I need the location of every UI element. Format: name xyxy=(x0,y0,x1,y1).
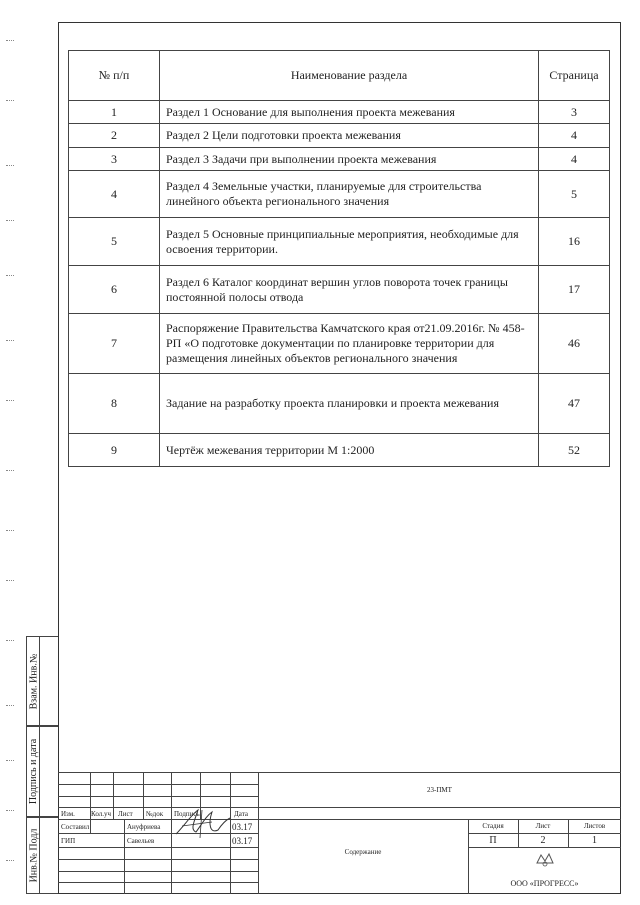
row-page: 4 xyxy=(539,148,610,171)
header-num: № п/п xyxy=(69,51,160,101)
document-title: Содержание xyxy=(344,848,382,856)
table-row xyxy=(69,101,610,124)
side-label-podpis: Подпись и дата xyxy=(28,738,40,805)
stamp-col-date: Дата xyxy=(234,810,248,818)
row-num: 5 xyxy=(69,218,160,266)
contents-table xyxy=(68,50,610,467)
table-row xyxy=(69,434,610,467)
company-name: ООО «ПРОГРЕСС» xyxy=(510,879,579,888)
table-row xyxy=(69,218,610,266)
header-title: Наименование раздела xyxy=(160,51,539,101)
stamp-role: Составил xyxy=(61,823,90,831)
stamp-sheet: 2 xyxy=(540,835,546,846)
row-title: Раздел 5 Основные принципиальные мероприятия, необходимые для освоения территории. xyxy=(160,218,539,266)
stamp-date: 03.17 xyxy=(232,836,253,846)
side-box-inv xyxy=(26,817,58,894)
row-page: 4 xyxy=(539,124,610,148)
title-block xyxy=(58,772,621,894)
row-num: 1 xyxy=(69,101,160,124)
stamp-sheets: 1 xyxy=(592,835,597,846)
row-page: 5 xyxy=(539,171,610,218)
stamp-col-kol: Кол.уч xyxy=(91,810,111,818)
row-page: 46 xyxy=(539,314,610,374)
row-title: Распоряжение Правительства Камчатского края от21.09.2016г. № 458-РП «О подготовке документации по планировке территории для размещения линейных объектов регионального значения xyxy=(160,314,539,374)
company-logo xyxy=(535,851,555,867)
table-header-row xyxy=(69,51,610,101)
table-row xyxy=(69,124,610,148)
side-box-podpis xyxy=(26,726,58,817)
stamp-sheet-label: Лист xyxy=(535,822,551,830)
row-page: 16 xyxy=(539,218,610,266)
row-title: Раздел 4 Земельные участки, планируемые для строительства линейного объекта регионального значения xyxy=(160,171,539,218)
row-page: 47 xyxy=(539,374,610,434)
table-row xyxy=(69,148,610,171)
row-title: Раздел 2 Цели подготовки проекта межевания xyxy=(160,124,539,148)
row-page: 52 xyxy=(539,434,610,467)
stamp-col-podpis: Подпись xyxy=(174,810,200,818)
stamp-col-list: Лист xyxy=(118,810,133,818)
stamp-col-ndok: №док xyxy=(146,810,164,818)
side-box-vzam xyxy=(26,636,58,726)
header-page: Страница xyxy=(539,51,610,101)
side-label-vzam: Взам. Инв.№ xyxy=(28,653,40,709)
stamp-role: ГИП xyxy=(61,837,76,845)
table-row xyxy=(69,171,610,218)
row-num: 8 xyxy=(69,374,160,434)
row-num: 6 xyxy=(69,266,160,314)
side-label-inv: Инв.№ Подл xyxy=(28,828,40,883)
stamp-name: Савельев xyxy=(127,837,155,845)
row-title: Задание на разработку проекта планировки и проекта межевания xyxy=(160,374,539,434)
signature-image xyxy=(172,804,232,844)
stamp-col-izm: Изм. xyxy=(61,810,75,818)
row-title: Раздел 1 Основание для выполнения проекта межевания xyxy=(160,101,539,124)
row-page: 3 xyxy=(539,101,610,124)
stamp-sheets-label: Листов xyxy=(583,822,606,830)
row-num: 9 xyxy=(69,434,160,467)
row-title: Раздел 6 Каталог координат вершин углов поворота точек границы постоянной полосы отвода xyxy=(160,266,539,314)
row-num: 3 xyxy=(69,148,160,171)
stamp-stage: П xyxy=(489,835,497,846)
row-page: 17 xyxy=(539,266,610,314)
table-row xyxy=(69,374,610,434)
row-num: 2 xyxy=(69,124,160,148)
stamp-date: 03.17 xyxy=(232,822,253,832)
document-code: 23-ПМТ xyxy=(427,786,452,794)
stamp-stage-label: Стадия xyxy=(482,822,504,830)
row-num: 4 xyxy=(69,171,160,218)
row-title: Чертёж межевания территории М 1:2000 xyxy=(160,434,539,467)
row-num: 7 xyxy=(69,314,160,374)
table-row xyxy=(69,266,610,314)
stamp-name: Ануфриева xyxy=(127,823,161,831)
row-title: Раздел 3 Задачи при выполнении проекта межевания xyxy=(160,148,539,171)
table-row xyxy=(69,314,610,374)
margin-marks xyxy=(6,40,20,890)
